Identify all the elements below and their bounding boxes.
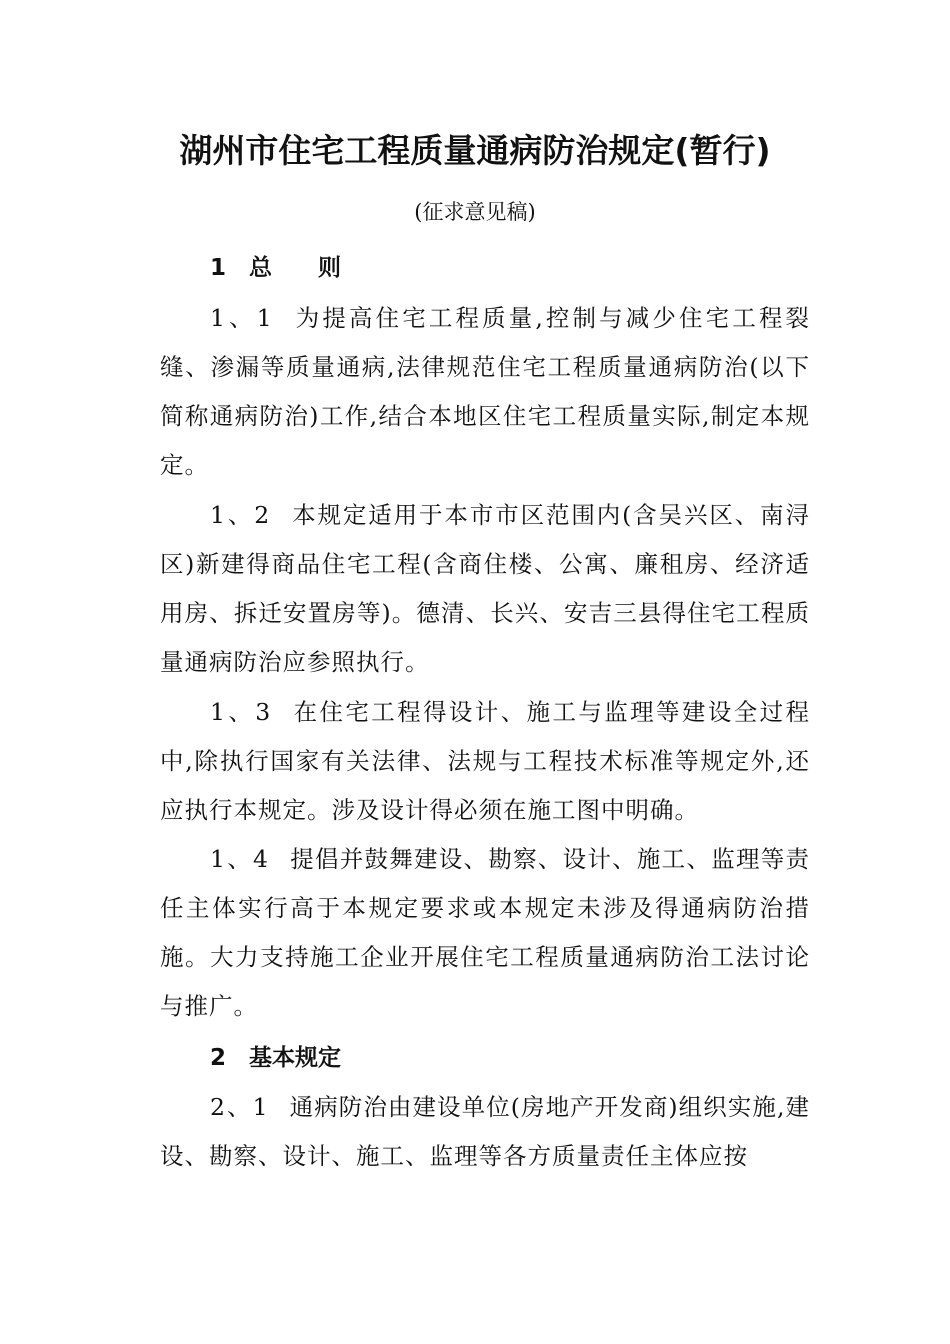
clause-number: 2、1	[210, 1093, 270, 1121]
clause-text: 通病防治由建设单位(房地产开发商)组织实施,建设、勘察、设计、施工、监理等各方质量责任主体应按	[160, 1093, 810, 1170]
document-title: 湖州市住宅工程质量通病防治规定(暂行)	[179, 131, 771, 170]
clause-text: 提倡并鼓舞建设、勘察、设计、施工、监理等责任主体实行高于本规定要求或本规定未涉及得通病防治措施。大力支持施工企业开展住宅工程质量通病防治工法讨论与推广。	[160, 845, 811, 1020]
paragraph-2-1	[160, 1083, 810, 1181]
clause-number: 1、3	[210, 698, 273, 726]
clause-number: 1、4	[210, 845, 270, 873]
section-heading-basic-rules: 2 基本规定	[210, 1045, 342, 1071]
paragraph-1-3	[160, 688, 810, 835]
clause-number: 1、1	[210, 304, 274, 332]
section-heading-general: 1 总 则	[210, 255, 342, 281]
document-subtitle: (征求意见稿)	[414, 200, 536, 224]
paragraph-1-2	[160, 491, 810, 687]
clause-text: 为提高住宅工程质量,控制与减少住宅工程裂缝、渗漏等质量通病,法律规范住宅工程质量通病防治(以下简称通病防治)工作,结合本地区住宅工程质量实际,制定本规定。	[160, 304, 810, 479]
paragraph-1-1	[160, 294, 810, 490]
paragraph-1-4	[160, 835, 810, 1031]
clause-text: 本规定适用于本市市区范围内(含吴兴区、南浔区)新建得商品住宅工程(含商住楼、公寓、廉租房、经济适用房、拆迁安置房等)。德清、长兴、安吉三县得住宅工程质量通病防治应参照执行。	[160, 501, 811, 676]
clause-number: 1、2	[210, 501, 272, 529]
clause-text: 在住宅工程得设计、施工与监理等建设全过程中,除执行国家有关法律、法规与工程技术标准等规定外,还应执行本规定。涉及设计得必须在施工图中明确。	[160, 698, 810, 824]
